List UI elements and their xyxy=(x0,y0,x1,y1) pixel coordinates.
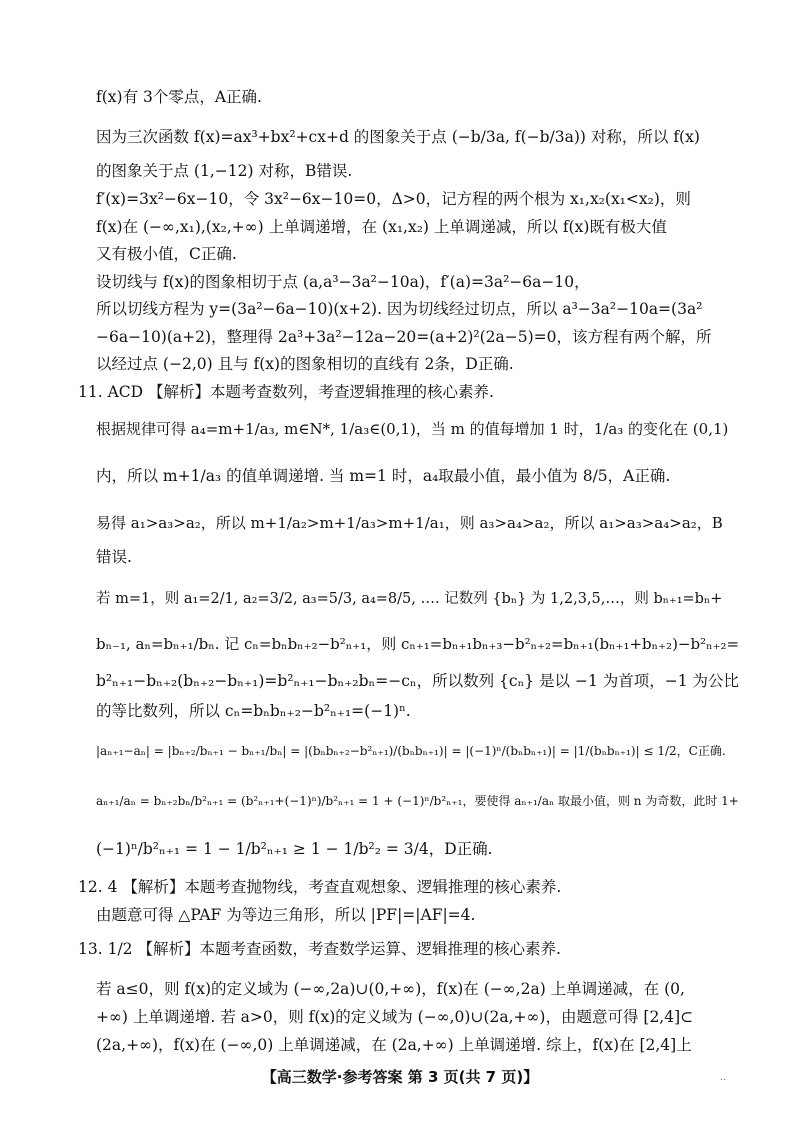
page-footer: 【高三数学·参考答案 第 3 页(共 7 页)】 xyxy=(261,1068,539,1086)
text-line: 易得 a₁>a₃>a₂，所以 m+1/a₂>m+1/a₃>m+1/a₁，则 a₃>a₄>a₂，所以 a₁>a₃>a₄>a₂，B xyxy=(96,514,723,532)
corner-mark: .. xyxy=(720,1072,727,1083)
text-line: (−1)ⁿ/b²ₙ₊₁ = 1 − 1/b²ₙ₊₁ ≥ 1 − 1/b²₂ = 3/4，D正确. xyxy=(96,840,493,858)
text-line: 由题意可得 △PAF 为等边三角形，所以 |PF|=|AF|=4. xyxy=(96,906,476,924)
text-line: bₙ₋₁, aₙ=bₙ₊₁/bₙ. 记 cₙ=bₙbₙ₊₂−b²ₙ₊₁，则 cₙ₊₁=bₙ₊₁bₙ₊₃−b²ₙ₊₂=bₙ₊₁(bₙ₊₁+bₙ₊₂)−b²ₙ₊₂= xyxy=(96,635,740,653)
text-line: 的图象关于点 (1,−12) 对称，B错误. xyxy=(96,162,353,180)
text-line: aₙ₊₁/aₙ = bₙ₊₂bₙ/b²ₙ₊₁ = (b²ₙ₊₁+(−1)ⁿ)/b²ₙ₊₁ = 1 + (−1)ⁿ/b²ₙ₊₁，要使得 aₙ₊₁/aₙ 取最小值，则 n 为奇数，此时 1+ xyxy=(96,794,739,808)
text-line: b²ₙ₊₁−bₙ₊₂(bₙ₊₂−bₙ₊₁)=b²ₙ₊₁−bₙ₊₂bₙ=−cₙ，所以数列 {cₙ} 是以 −1 为首项，−1 为公比 xyxy=(96,672,740,690)
text-line: 根据规律可得 a₄=m+1/a₃, m∈N*, 1/a₃∈(0,1)，当 m 的值每增加 1 时，1/a₃ 的变化在 (0,1) xyxy=(96,420,729,438)
text-line: 因为三次函数 f(x)=ax³+bx²+cx+d 的图象关于点 (−b/3a, f(−b/3a)) 对称，所以 f(x) xyxy=(96,128,700,146)
text-line: −6a−10)(a+2)，整理得 2a³+3a²−12a−20=(a+2)²(2a−5)=0，该方程有两个解，所 xyxy=(96,328,712,346)
text-line: 若 a≤0，则 f(x)的定义域为 (−∞,2a)∪(0,+∞)，f(x)在 (−∞,2a) 上单调递减，在 (0, xyxy=(96,980,685,998)
text-line: (2a,+∞)，f(x)在 (−∞,0) 上单调递减，在 (2a,+∞) 上单调递增. 综上，f(x)在 [2,4]上 xyxy=(96,1036,692,1054)
text-line: +∞) 上单调递增. 若 a>0，则 f(x)的定义域为 (−∞,0)∪(2a,+∞)，由题意可得 [2,4]⊂ xyxy=(96,1008,694,1026)
text-line: |aₙ₊₁−aₙ| = |bₙ₊₂/bₙ₊₁ − bₙ₊₁/bₙ| = |(bₙbₙ₊₂−b²ₙ₊₁)/(bₙbₙ₊₁)| = |(−1)ⁿ/(bₙbₙ₊₁)| = |1/(bₙbₙ₊₁)| ≤ 1/2，C正确. xyxy=(96,744,726,758)
text-line: 若 m=1，则 a₁=2/1, a₂=3/2, a₃=5/3, a₄=8/5, …. 记数列 {bₙ} 为 1,2,3,5,…，则 bₙ₊₁=bₙ+ xyxy=(96,591,723,607)
text-line: 内，所以 m+1/a₃ 的值单调递增. 当 m=1 时，a₄取最小值，最小值为 8/5，A正确. xyxy=(96,467,671,485)
question-11-header: 11. ACD 【解析】本题考查数列，考查逻辑推理的核心素养. xyxy=(78,383,494,401)
text-line: 设切线与 f(x)的图象相切于点 (a,a³−3a²−10a)，f′(a)=3a²−6a−10， xyxy=(96,273,590,291)
text-line: 的等比数列，所以 cₙ=bₙbₙ₊₂−b²ₙ₊₁=(−1)ⁿ. xyxy=(96,702,411,720)
text-line: f(x)在 (−∞,x₁),(x₂,+∞) 上单调递增，在 (x₁,x₂) 上单调递减，所以 f(x)既有极大值 xyxy=(96,218,667,236)
text-line: 所以切线方程为 y=(3a²−6a−10)(x+2). 因为切线经过切点，所以 a³−3a²−10a=(3a² xyxy=(96,300,703,318)
question-13-header: 13. 1/2 【解析】本题考查函数，考查数学运算、逻辑推理的核心素养. xyxy=(78,940,561,958)
question-12-header: 12. 4 【解析】本题考查抛物线，考查直观想象、逻辑推理的核心素养. xyxy=(78,878,562,896)
text-line: 以经过点 (−2,0) 且与 f(x)的图象相切的直线有 2条，D正确. xyxy=(96,355,514,373)
text-line: f(x)有 3个零点，A正确. xyxy=(96,88,262,106)
text-line: 错误. xyxy=(96,548,132,566)
text-line: 又有极小值，C正确. xyxy=(96,245,237,263)
text-line: f′(x)=3x²−6x−10，令 3x²−6x−10=0，Δ>0，记方程的两个根为 x₁,x₂(x₁<x₂)，则 xyxy=(96,190,691,208)
